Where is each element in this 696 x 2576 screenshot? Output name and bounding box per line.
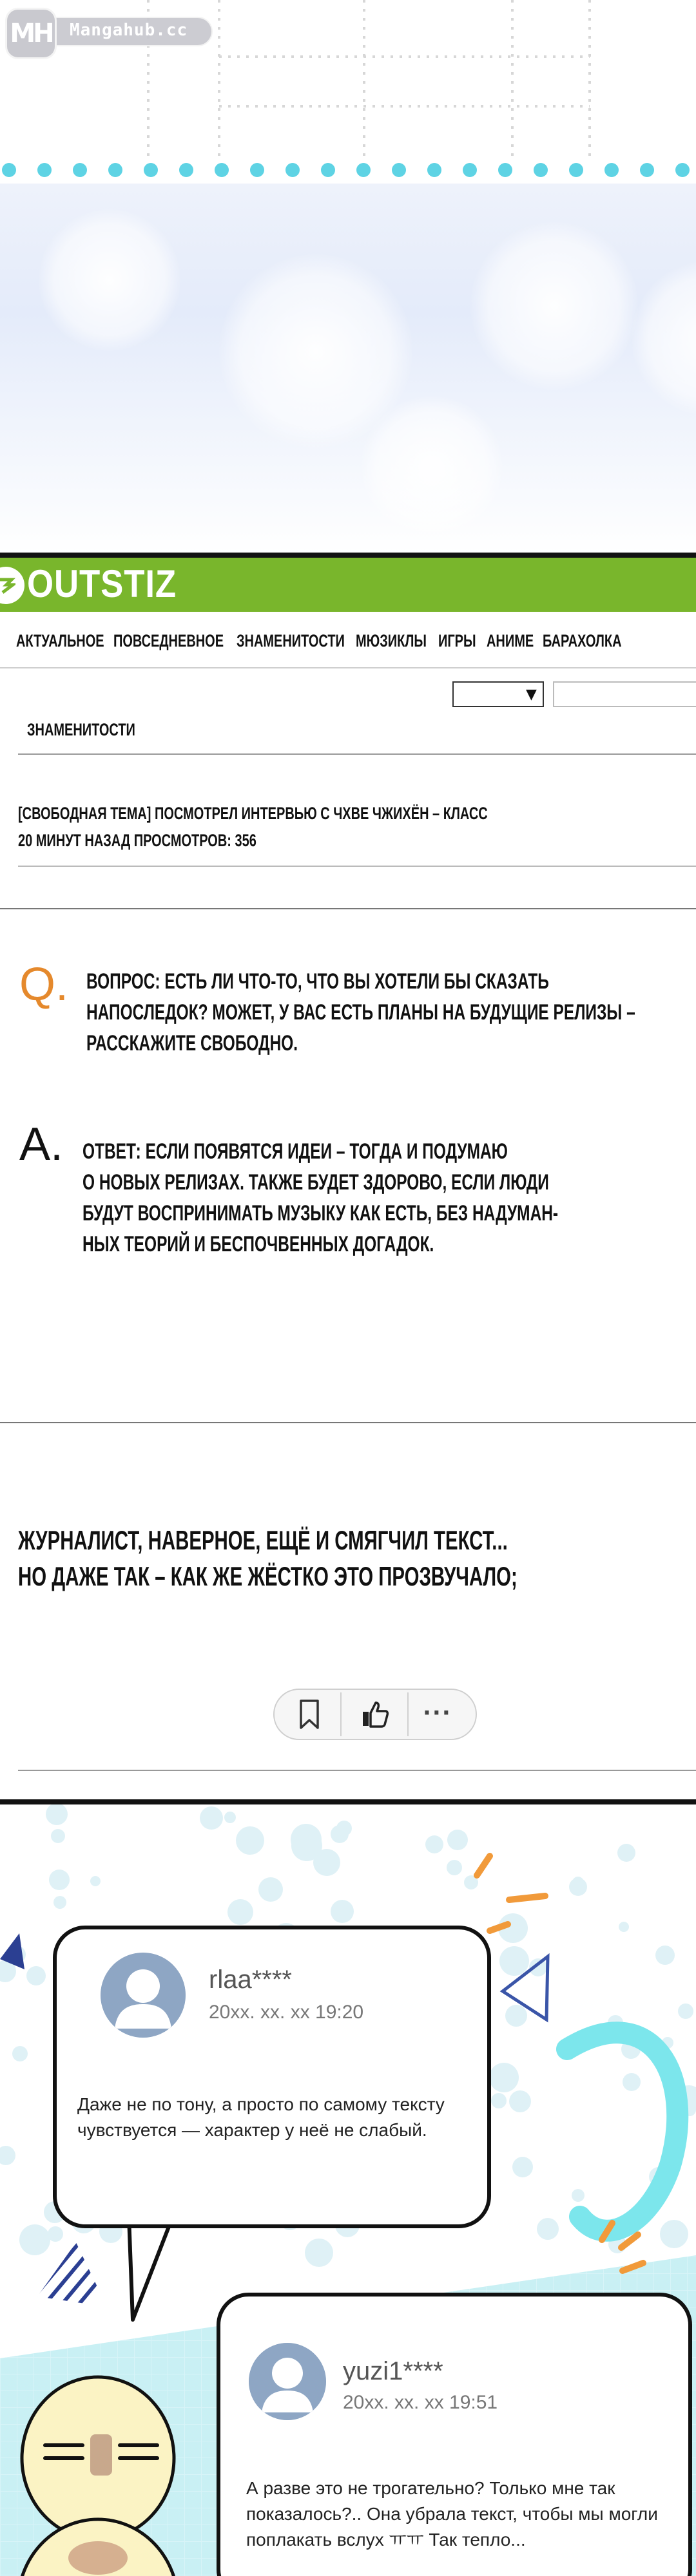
watermark-text: Mangahub.cc — [70, 21, 188, 40]
section-divider-thick — [0, 1799, 696, 1804]
decor-dot — [678, 2003, 693, 2019]
action-separator — [340, 1692, 342, 1736]
comment-body — [246, 2476, 658, 2553]
decor-dot — [321, 163, 335, 177]
watermark-logo-icon: MH — [5, 8, 57, 59]
user-avatar-icon[interactable] — [249, 2343, 326, 2420]
decor-dot — [447, 1830, 468, 1850]
nav-item-celebrities[interactable]: ЗНАМЕНИТОСТИ — [236, 630, 345, 650]
header-top-border — [0, 553, 696, 558]
nav-item-anime[interactable]: АНИМЕ — [487, 630, 534, 650]
decor-dot — [660, 2220, 688, 2248]
question-line: ВОПРОС: ЕСТЬ ЛИ ЧТО-ТО, ЧТО ВЫ ХОТЕЛИ БЫ СКАЗАТЬ — [86, 969, 549, 994]
section-divider — [0, 908, 696, 909]
decor-dot — [604, 163, 619, 177]
decor-dot — [215, 163, 229, 177]
main-nav — [0, 612, 696, 670]
decor-dot — [640, 163, 654, 177]
decor-dot — [569, 163, 583, 177]
decor-dot — [491, 2093, 507, 2108]
comment-date: 20xx. xx. xx 19:20 — [209, 2002, 364, 2023]
decor-dot — [617, 1844, 635, 1862]
narration-line: НО ДАЖЕ ТАК – КАК ЖЕ ЖЁСТКО ЭТО ПРОЗВУЧАЛО; — [18, 1561, 517, 1591]
question-text — [86, 966, 635, 1059]
brand-logo-mark — [0, 577, 15, 594]
sky-background — [0, 184, 696, 554]
answer-line: НЫХ ТЕОРИЙ И БЕСПОЧВЕННЫХ ДОГАДОК. — [82, 1232, 434, 1256]
decor-dot — [537, 2218, 559, 2240]
decor-dot — [258, 1877, 283, 1902]
search-input[interactable] — [553, 681, 696, 707]
decor-dot — [356, 163, 371, 177]
decor-dot — [49, 1870, 70, 1890]
decor-dot — [12, 2046, 28, 2061]
decor-dot — [19, 2224, 50, 2255]
decor-dot — [619, 1922, 629, 1932]
chevron-down-icon[interactable]: ▼ — [526, 687, 537, 703]
meta-divider — [18, 866, 696, 867]
decor-dot — [236, 1826, 264, 1855]
comment-username[interactable]: yuzi1**** — [343, 2357, 443, 2385]
user-avatar-icon[interactable] — [101, 1953, 186, 2038]
section-divider — [18, 1770, 696, 1771]
nav-item-actual[interactable]: АКТУАЛЬНОЕ — [16, 630, 104, 650]
comment-line: А разве это не трогательно? Только мне так — [246, 2478, 615, 2498]
question-marker: Q. — [19, 959, 69, 1010]
decor-dot — [224, 1812, 236, 1823]
decor-dot — [392, 163, 406, 177]
brand-name[interactable]: OUTSTIZ — [27, 562, 177, 605]
decor-dot — [425, 1835, 443, 1853]
comment-illustration — [0, 1804, 696, 2576]
decor-dot — [572, 2189, 585, 2202]
decor-dot — [499, 1946, 529, 1976]
more-options-icon[interactable]: ··· — [423, 1700, 452, 1726]
decor-dot — [51, 1829, 65, 1843]
decor-dot — [53, 1896, 66, 1909]
decor-dot — [505, 2005, 527, 2027]
decor-dot — [200, 1806, 223, 1830]
decor-dot — [512, 2157, 533, 2177]
decor-dot — [569, 1878, 587, 1896]
comment-line: показалось?.. Она убрала текст, чтобы мы могли — [246, 2504, 658, 2524]
answer-marker: A. — [19, 1119, 64, 1170]
comment-line: поплакать вслух ㅠㅠ Так тепло... — [246, 2530, 526, 2550]
thumbs-up-icon[interactable] — [361, 1700, 389, 1728]
category-label[interactable]: ЗНАМЕНИТОСТИ — [27, 720, 135, 739]
comment-username[interactable]: rlaa**** — [209, 1965, 292, 1994]
answer-line: О НОВЫХ РЕЛИЗАХ. ТАКЖЕ БУДЕТ ЗДОРОВО, ЕСЛИ ЛЮДИ — [82, 1170, 549, 1195]
decor-dot — [250, 163, 264, 177]
decor-dot — [37, 163, 52, 177]
answer-line: БУДУТ ВОСПРИНИМАТЬ МУЗЫКУ КАК ЕСТЬ, БЕЗ НАДУМАН- — [82, 1201, 559, 1226]
decor-dot — [463, 163, 477, 177]
bookmark-icon[interactable] — [298, 1699, 321, 1730]
category-divider — [18, 753, 696, 755]
decor-dot — [313, 1849, 340, 1876]
decor-dot — [291, 1824, 322, 1855]
decor-dot — [90, 1876, 101, 1886]
answer-line: ОТВЕТ: ЕСЛИ ПОЯВЯТСЯ ИДЕИ – ТОГДА И ПОДУМАЮ — [82, 1139, 508, 1164]
decor-dot — [331, 1825, 349, 1843]
nav-item-musicals[interactable]: МЮЗИКЛЫ — [355, 630, 427, 650]
nav-item-flea-market[interactable]: БАРАХОЛКА — [543, 630, 622, 650]
decor-dot — [108, 163, 122, 177]
cyan-dot-row — [0, 162, 696, 178]
nav-item-daily[interactable]: ПОВСЕДНЕВНОЕ — [113, 630, 224, 650]
decor-dot — [305, 2239, 333, 2267]
decor-dot — [179, 163, 193, 177]
decor-dot — [427, 163, 441, 177]
decor-dot — [144, 163, 158, 177]
narration-text — [18, 1522, 604, 1595]
decor-dot — [509, 2090, 531, 2112]
action-separator — [407, 1692, 409, 1736]
decor-dot — [447, 1860, 462, 1875]
nav-divider — [0, 667, 696, 668]
decor-dot — [73, 163, 87, 177]
decor-dot — [623, 2073, 641, 2091]
question-line: РАССКАЖИТЕ СВОБОДНО. — [86, 1031, 298, 1056]
post-meta: 20 МИНУТ НАЗАД ПРОСМОТРОВ: 356 — [18, 831, 256, 850]
decor-dot — [331, 1900, 354, 1923]
decor-dot — [675, 163, 690, 177]
post-title[interactable]: [СВОБОДНАЯ ТЕМА] ПОСМОТРЕЛ ИНТЕРВЬЮ С ЧХВЕ ЧЖИХЁН – КЛАСС — [18, 804, 488, 823]
decor-dot — [26, 1966, 46, 1985]
comment-date: 20xx. xx. xx 19:51 — [343, 2392, 498, 2413]
comment-line: Даже не по тону, а просто по самому тексту — [77, 2094, 445, 2114]
narration-line: ЖУРНАЛИСТ, НАВЕРНОЕ, ЕЩЁ И СМЯГЧИЛ ТЕКСТ... — [18, 1525, 508, 1555]
decor-dot — [655, 1946, 675, 1965]
comment-body — [77, 2092, 445, 2143]
question-line: НАПОСЛЕДОК? МОЖЕТ, У ВАС ЕСТЬ ПЛАНЫ НА БУДУЩИЕ РЕЛИЗЫ – — [86, 1000, 635, 1025]
top-banner — [0, 0, 696, 554]
answer-text — [82, 1136, 559, 1260]
comment-line: чувствуется — характер у неё не слабый. — [77, 2120, 427, 2140]
decor-dot — [2, 163, 16, 177]
section-divider — [0, 1422, 696, 1423]
decor-dot — [489, 2063, 519, 2092]
decor-dot — [498, 163, 512, 177]
decor-dot — [48, 2226, 63, 2242]
nav-item-games[interactable]: ИГРЫ — [438, 630, 476, 650]
decor-dot — [285, 163, 300, 177]
decor-dot — [227, 1899, 253, 1925]
decor-dot — [534, 163, 548, 177]
